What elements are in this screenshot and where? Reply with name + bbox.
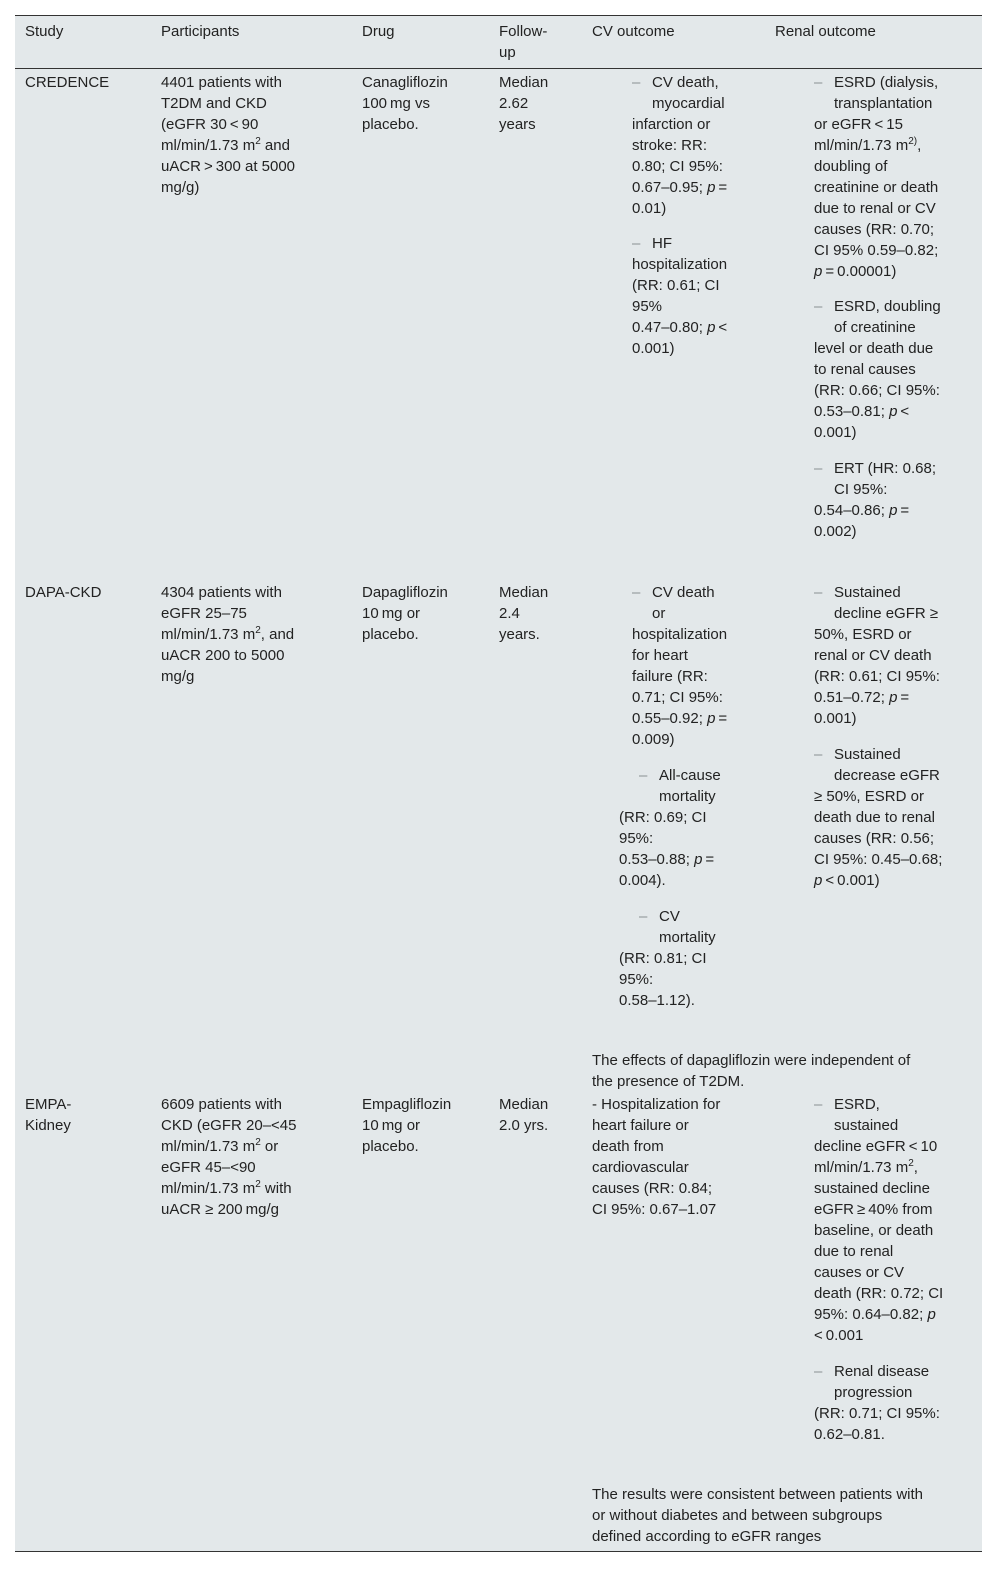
- credence-cv-item: – HF hospitalization (RR: 0.61; CI 95% 0.47–0.80; p < 0.001): [632, 235, 728, 357]
- empa-participants: 6609 patients with CKD (eGFR 20–<45 ml/min/1.73 $m^2$ or eGFR 45–<90 ml/min/1.73 $m^2$ with uACR ≥ 200 mg/g: [161, 1096, 297, 1218]
- credence-renal-item: – ERT (HR: 0.68; CI 95%: 0.54–0.86; p = 0.002): [814, 460, 936, 540]
- header-rule: [15, 68, 982, 69]
- dapa-cv-item: – CV death or hospitalization for heart failure (RR: 0.71; CI 95%: 0.55–0.92; p = 0.009): [632, 584, 728, 748]
- dapa-cv-item: – All-cause mortality (RR: 0.69; CI 95%: 0.53–0.88; p = 0.004).: [619, 767, 721, 889]
- dash-bullet: –: [814, 460, 823, 477]
- credence-renal-item: – ESRD, doubling of creatinine level or death due to renal causes (RR: 0.66; CI 95%: 0.53–0.81; p < 0.001): [814, 298, 941, 441]
- dash-bullet: –: [814, 1363, 823, 1380]
- dash-bullet: –: [632, 235, 641, 252]
- dapa-followup: Median 2.4 years.: [499, 584, 549, 643]
- empa-note: The results were consistent between patients with or without diabetes and between subgroups defined according to eGFR ranges: [592, 1486, 924, 1545]
- dash-bullet: –: [632, 584, 641, 601]
- header-drug: Drug: [362, 23, 395, 40]
- dash-bullet: –: [814, 746, 823, 763]
- credence-cv-item: – CV death, myocardial infarction or stroke: RR: 0.80; CI 95%: 0.67–0.95; p = 0.01): [632, 74, 728, 217]
- dapa-study: DAPA-CKD: [25, 584, 102, 601]
- credence-drug: Canagliflozin 100 mg vs placebo.: [362, 74, 448, 133]
- dapa-drug: Dapagliflozin 10 mg or placebo.: [362, 584, 448, 643]
- empa-renal-item: – ESRD, sustained decline eGFR < 10 ml/min/1.73 $m^2$, sustained decline eGFR ≥ 40% from baseline, or death due to renal causes or CV death (RR: 0.72; CI 95%: 0.64–0.82; p < 0.001: [814, 1096, 944, 1344]
- header-participants: Participants: [161, 23, 240, 40]
- empa-study: EMPA- Kidney: [25, 1096, 72, 1134]
- dash-bullet: –: [814, 74, 823, 91]
- empa-drug: Empagliflozin 10 mg or placebo.: [362, 1096, 452, 1155]
- credence-renal-item: – ESRD (dialysis, transplantation or eGFR < 15 ml/min/1.73 $m^{2)}$, doubling of creatinine or death due to renal or CV causes (RR: 0.70; CI 95% 0.59–0.82; p = 0.00001): [814, 74, 939, 280]
- dash-bullet: –: [814, 584, 823, 601]
- credence-study: CREDENCE: [25, 74, 110, 91]
- dash-bullet: –: [639, 908, 648, 925]
- dapa-note: The effects of dapagliflozin were independent of the presence of T2DM.: [592, 1052, 911, 1090]
- credence-participants: 4401 patients with T2DM and CKD (eGFR 30 < 90 ml/min/1.73 $m^2$ and uACR > 300 at 5000 mg/g): [161, 74, 296, 196]
- header-followup: Follow- up: [499, 23, 548, 61]
- credence-followup: Median 2.62 years: [499, 74, 549, 133]
- empa-renal-item: – Renal disease progression (RR: 0.71; CI 95%: 0.62–0.81.: [814, 1363, 940, 1443]
- dash-bullet: –: [639, 767, 648, 784]
- dapa-participants: 4304 patients with eGFR 25–75 ml/min/1.73 $m^2$, and uACR 200 to 5000 mg/g: [161, 584, 295, 685]
- dash-bullet: –: [632, 74, 641, 91]
- dapa-renal-item: – Sustained decrease eGFR ≥ 50%, ESRD or death due to renal causes (RR: 0.56; CI 95%: 0.45–0.68; p < 0.001): [814, 746, 943, 889]
- dapa-cv-item: – CV mortality (RR: 0.81; CI 95%: 0.58–1.12).: [619, 908, 716, 1009]
- outcomes-table: [15, 15, 982, 1552]
- empa-cv-outcome: - Hospitalization for heart failure or death from cardiovascular causes (RR: 0.84; CI 95%: 0.67–1.07: [592, 1096, 721, 1218]
- dash-bullet: –: [814, 298, 823, 315]
- empa-followup: Median 2.0 yrs.: [499, 1096, 549, 1134]
- dash-bullet: –: [814, 1096, 823, 1113]
- header-study: Study: [25, 23, 64, 40]
- header-cv-outcome: CV outcome: [592, 23, 675, 40]
- header-renal-outcome: Renal outcome: [775, 23, 876, 40]
- dapa-renal-item: – Sustained decline eGFR ≥ 50%, ESRD or renal or CV death (RR: 0.61; CI 95%: 0.51–0.72; p = 0.001): [814, 584, 940, 727]
